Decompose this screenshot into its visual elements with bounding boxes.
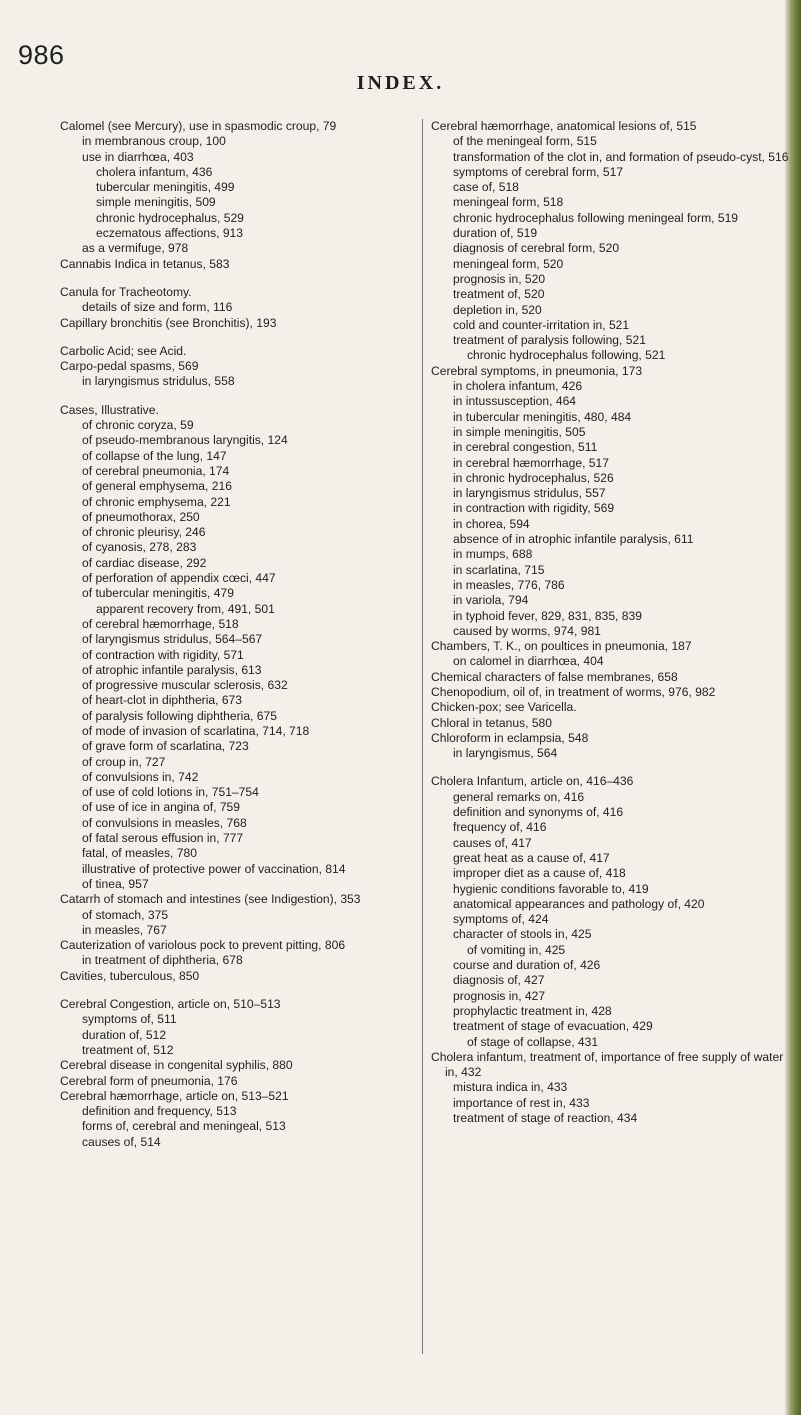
index-entry: transformation of the clot in, and formation of pseudo-cyst, 516 (453, 149, 789, 164)
index-entry: of chronic emphysema, 221 (82, 494, 231, 509)
index-entry: in contraction with rigidity, 569 (453, 501, 615, 516)
index-entry: tubercular meningitis, 499 (96, 180, 235, 195)
index-entry: chronic hydrocephalus following, 521 (467, 348, 666, 363)
index-entry: of atrophic infantile paralysis, 613 (82, 662, 262, 677)
index-entry: mistura indica in, 433 (453, 1080, 568, 1095)
index-entry: in cerebral congestion, 511 (453, 440, 598, 455)
index-entry: illustrative of protective power of vaccination, 814 (82, 861, 346, 876)
index-entry: in typhoid fever, 829, 831, 835, 839 (453, 608, 642, 623)
index-entry: symptoms of, 511 (82, 1012, 177, 1027)
index-entry: Cerebral disease in congenital syphilis, 880 (60, 1058, 293, 1073)
index-entry: on calomel in diarrhœa, 404 (453, 654, 604, 669)
index-entry: of chronic coryza, 59 (82, 418, 194, 433)
index-entry: of the meningeal form, 515 (453, 134, 597, 149)
index-entry: symptoms of cerebral form, 517 (453, 164, 624, 179)
index-entry: of perforation of appendix cœci, 447 (82, 571, 276, 586)
index-entry: Cerebral hæmorrhage, anatomical lesions of, 515 (431, 119, 697, 133)
index-entry: absence of in atrophic infantile paralysis, 611 (453, 532, 694, 547)
index-entry: of pseudo-membranous laryngitis, 124 (82, 433, 288, 448)
index-entry: of convulsions in measles, 768 (82, 815, 247, 830)
index-entry: in chorea, 594 (453, 516, 530, 531)
index-entry: course and duration of, 426 (453, 958, 601, 973)
index-entry: simple meningitis, 509 (96, 195, 216, 210)
index-entry: cholera infantum, 436 (96, 164, 213, 179)
index-entry: symptoms of, 424 (453, 912, 549, 927)
index-entry: definition and synonyms of, 416 (453, 805, 624, 820)
index-entry: treatment of paralysis following, 521 (453, 333, 646, 348)
column-divider (422, 119, 423, 1354)
index-entry: apparent recovery from, 491, 501 (96, 601, 275, 616)
index-entry: of stomach, 375 (82, 907, 169, 922)
index-entry: diagnosis of, 427 (453, 973, 545, 988)
index-entry: of cyanosis, 278, 283 (82, 540, 197, 555)
index-entry: of laryngismus stridulus, 564–567 (82, 632, 263, 647)
index-entry: frequency of, 416 (453, 820, 547, 835)
index-entry: in treatment of diphtheria, 678 (82, 953, 243, 968)
index-entry: definition and frequency, 513 (82, 1104, 237, 1119)
index-entry: in measles, 776, 786 (453, 577, 565, 592)
index-entry: Chloral in tetanus, 580 (431, 715, 553, 730)
index-entry: improper diet as a cause of, 418 (453, 866, 626, 881)
index-entry: in intussusception, 464 (453, 394, 577, 409)
index-entry: great heat as a cause of, 417 (453, 850, 610, 865)
index-entry: in membranous croup, 100 (82, 134, 226, 149)
index-entry: of croup in, 727 (82, 754, 166, 769)
index-entry: of tinea, 957 (82, 876, 149, 891)
index-entry: Canula for Tracheotomy. (60, 284, 192, 299)
index-entry: of stage of collapse, 431 (467, 1034, 599, 1049)
index-entry: details of size and form, 116 (82, 300, 233, 315)
page-title: INDEX. (356, 72, 445, 94)
left-column (60, 119, 412, 1150)
index-entry: in tubercular meningitis, 480, 484 (453, 409, 632, 424)
index-entry: Cerebral symptoms, in pneumonia, 173 (431, 363, 643, 378)
index-entry: treatment of, 520 (453, 287, 545, 302)
index-entry: caused by worms, 974, 981 (453, 623, 601, 638)
index-entry: in measles, 767 (82, 922, 167, 937)
index-entry: Chambers, T. K., on poultices in pneumonia, 187 (431, 639, 692, 654)
index-entry: diagnosis of cerebral form, 520 (453, 241, 620, 256)
index-entry: Cavities, tuberculous, 850 (60, 968, 200, 983)
index-entry: in laryngismus stridulus, 557 (453, 486, 606, 501)
index-entry: treatment of stage of reaction, 434 (453, 1111, 638, 1125)
index-entry: in laryngismus, 564 (453, 746, 558, 761)
index-entry: treatment of, 512 (82, 1042, 174, 1057)
index-entry: of pneumothorax, 250 (82, 509, 200, 524)
index-entry: of vomiting in, 425 (467, 942, 566, 957)
index-entry: prognosis in, 520 (453, 271, 546, 286)
index-entry: eczematous affections, 913 (96, 226, 244, 241)
index-entry: Chenopodium, oil of, in treatment of worms, 976, 982 (431, 684, 716, 699)
index-entry: duration of, 519 (453, 226, 538, 241)
index-entry: in chronic hydrocephalus, 526 (453, 470, 614, 485)
index-entry: of progressive muscular sclerosis, 632 (82, 678, 288, 693)
right-column (431, 119, 793, 1126)
index-entry: of paralysis following diphtheria, 675 (82, 708, 277, 723)
index-entry: Cerebral hæmorrhage, article on, 513–521 (60, 1088, 289, 1103)
index-entry: in scarlatina, 715 (453, 562, 545, 577)
index-entry: prognosis in, 427 (453, 988, 546, 1003)
index-entry: of heart-clot in diphtheria, 673 (82, 693, 243, 708)
index-entry: Cannabis Indica in tetanus, 583 (60, 256, 230, 271)
index-entry: importance of rest in, 433 (453, 1095, 590, 1110)
index-entry: in mumps, 688 (453, 547, 533, 562)
index-entry: chronic hydrocephalus following meningeal form, 519 (453, 210, 739, 225)
index-entry: in cholera infantum, 426 (453, 379, 583, 394)
index-entry: of tubercular meningitis, 479 (82, 586, 234, 601)
index-entry: in simple meningitis, 505 (453, 424, 586, 439)
index-entry: Cerebral Congestion, article on, 510–513 (60, 997, 281, 1012)
index-entry: in variola, 794 (453, 593, 529, 608)
page-number: 986 (18, 40, 65, 70)
index-entry: Carbolic Acid; see Acid. (60, 343, 187, 358)
index-entry: of grave form of scarlatina, 723 (82, 739, 249, 754)
index-entry: Chemical characters of false membranes, 658 (431, 669, 678, 684)
index-entry: depletion in, 520 (453, 302, 542, 317)
index-entry: of fatal serous effusion in, 777 (82, 831, 244, 846)
index-entry: chronic hydrocephalus, 529 (96, 210, 244, 225)
index-entry: of cerebral hæmorrhage, 518 (82, 616, 239, 631)
index-entry: causes of, 514 (82, 1134, 161, 1149)
index-entry: of use of ice in angina of, 759 (82, 800, 241, 815)
index-entry: hygienic conditions favorable to, 419 (453, 881, 649, 896)
index-entry: of general emphysema, 216 (82, 479, 232, 494)
index-entry: causes of, 417 (453, 835, 532, 850)
index-entry: case of, 518 (453, 180, 519, 195)
index-entry: of collapse of the lung, 147 (82, 448, 227, 463)
index-entry: character of stools in, 425 (453, 927, 592, 942)
index-entry: Cerebral form of pneumonia, 176 (60, 1073, 238, 1088)
index-entry: Cases, Illustrative. (60, 402, 159, 417)
index-entry: Capillary bronchitis (see Bronchitis), 193 (60, 315, 277, 330)
index-entry: Chloroform in eclampsia, 548 (431, 730, 589, 745)
index-entry: duration of, 512 (82, 1027, 167, 1042)
index-entry: meningeal form, 520 (453, 256, 564, 271)
index-entry: forms of, cerebral and meningeal, 513 (82, 1119, 286, 1134)
index-entry: Cholera Infantum, article on, 416–436 (431, 774, 634, 789)
index-entry: Chicken-pox; see Varicella. (431, 700, 577, 715)
index-entry: in laryngismus stridulus, 558 (82, 374, 235, 389)
index-entry: of use of cold lotions in, 751–754 (82, 785, 259, 800)
index-entry: Catarrh of stomach and intestines (see Indigestion), 353 (60, 892, 361, 907)
index-entry: Carpo-pedal spasms, 569 (60, 359, 199, 374)
index-entry: of chronic pleurisy, 246 (82, 525, 206, 540)
index-entry: Cauterization of variolous pock to prevent pitting, 806 (60, 938, 346, 953)
index-entry: as a vermifuge, 978 (82, 241, 189, 256)
index-entry: of mode of invasion of scarlatina, 714, 718 (82, 723, 310, 738)
index-entry: in cerebral hæmorrhage, 517 (453, 455, 609, 470)
index-entry: use in diarrhœa, 403 (82, 149, 194, 164)
index-entry: meningeal form, 518 (453, 195, 564, 210)
index-entry: Cholera infantum, treatment of, importance of free supply of water in, 432 (431, 1049, 784, 1080)
index-entry: prophylactic treatment in, 428 (453, 1003, 612, 1018)
index-entry: cold and counter-irritation in, 521 (453, 317, 630, 332)
index-entry: of convulsions in, 742 (82, 769, 199, 784)
index-entry: Calomel (see Mercury), use in spasmodic croup, 79 (60, 119, 337, 133)
index-entry: fatal, of measles, 780 (82, 846, 197, 861)
index-entry: of contraction with rigidity, 571 (82, 647, 244, 662)
index-entry: of cardiac disease, 292 (82, 555, 207, 570)
index-entry: anatomical appearances and pathology of, 420 (453, 896, 705, 911)
index-entry: treatment of stage of evacuation, 429 (453, 1019, 653, 1034)
index-entry: general remarks on, 416 (453, 789, 585, 804)
index-entry: of cerebral pneumonia, 174 (82, 463, 230, 478)
